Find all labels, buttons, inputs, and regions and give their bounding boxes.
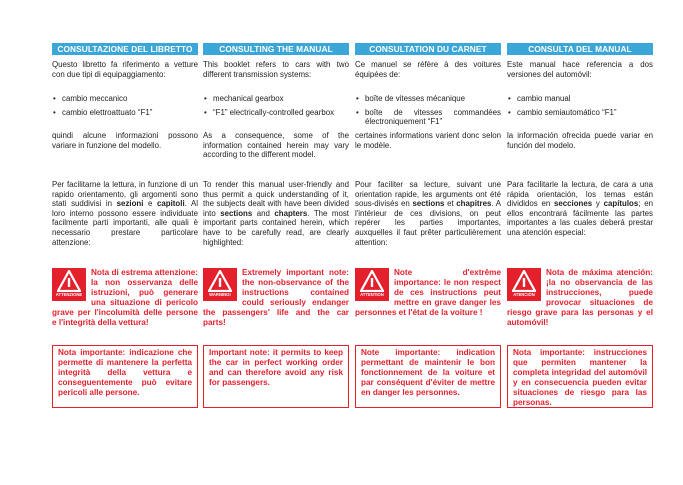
- bold-term: sezioni: [116, 199, 144, 209]
- bold-term: capitoli: [157, 199, 185, 209]
- bullet-item: • cambio manual: [507, 94, 653, 104]
- warning-icon-label: ATENCIÓN: [513, 291, 535, 297]
- model-note-text: la información ofrecida puede variar en función del modelo.: [507, 131, 653, 150]
- bold-term: chapters: [274, 208, 308, 218]
- bullet-item: • boîte de vitesses commandées électroniquement “F1”: [355, 108, 501, 127]
- text: . The most important parts contained herein, which have to be carefully read, are clearly highlighted:: [203, 208, 349, 247]
- intro-text: Este manual hace referencia a dos versiones del automóvil:: [507, 60, 653, 79]
- text: Per facilitarne la lettura, in funzione di un rapido orientamento, gli argomenti sono stati suddivisi in: [52, 180, 198, 209]
- bullet-item: • boîte de vitesses mécanique: [355, 94, 501, 104]
- bullet-item: • “F1” electrically-controlled gearbox: [203, 108, 349, 118]
- important-note-box: Nota importante: indicazione che permette di mantenere la perfetta integrità della vettura e conseguentemente può evitare pericoli alle persone.: [52, 345, 198, 408]
- warning-block: [507, 268, 653, 329]
- bold-term: chapitres: [456, 199, 492, 209]
- warning-text: Extremely important note: the non-observance of the instructions contained could seriously endanger the passengers' life and the car parts!: [203, 268, 349, 328]
- text: To render this manual user-friendly and thus permit a quick understanding of it, the subjects dealt with have been divided into: [203, 180, 349, 218]
- important-note-box: Important note: it permits to keep the car in perfect working order and can therefore avoid any risk for passengers.: [203, 345, 349, 408]
- warning-triangle-icon: [52, 268, 86, 301]
- text: ; en ellos encontrará fácilmente las partes importantes a las cuales deberá prestar una atención especial:: [507, 199, 653, 237]
- section-header: CONSULTA DEL MANUAL: [507, 43, 653, 55]
- text: et: [444, 199, 457, 209]
- language-column: [355, 43, 502, 398]
- text: . Al loro interno possono essere individuate facilmente parti importanti, alle quali è necessario prestare particolare attenzione:: [52, 199, 199, 247]
- warning-block: [52, 268, 198, 329]
- language-column: [203, 43, 349, 388]
- section-header: CONSULTAZIONE DEL LIBRETTO: [52, 43, 198, 55]
- text: . A l'intérieur de ces divisions, on peut repérer les parties importantes, auxquelles il faut prêter particulièrement attention:: [355, 199, 502, 247]
- warning-text: Nota de máxima atención: ¡la no observancia de las instrucciones, puede provocar situaciones de riesgo grave para las personas y el automóvil!: [507, 268, 653, 328]
- text: e: [143, 199, 158, 209]
- text: Pour faciliter sa lecture, suivant une orientation rapide, les arguments ont été sous-divisés en: [355, 180, 501, 209]
- bold-term: capítulos: [603, 199, 639, 209]
- warning-text: Nota di estrema attenzione: la non osservanza delle istruzioni, può generare una situazione di pericolo grave per l'incolumità delle persone e l'integrità della vettura!: [52, 268, 198, 328]
- text: y: [592, 199, 604, 209]
- model-note-text: certaines informations varient donc selon le modèle.: [355, 131, 501, 150]
- bullet-item: • cambio elettroattuato “F1”: [52, 108, 198, 118]
- intro-text: Ce manuel se réfère à des voitures équipées de:: [355, 60, 501, 79]
- text: Para facilitarle la lectura, de cara a una rápida orientación, los temas están divididos en: [507, 180, 653, 209]
- warning-triangle-icon: [203, 268, 237, 301]
- bullet-item: • cambio semiautomático “F1”: [507, 108, 653, 118]
- warning-icon-label: ATTENTION: [360, 291, 384, 297]
- warning-block: [355, 268, 501, 318]
- language-column: [52, 43, 199, 398]
- language-column: [507, 43, 653, 408]
- bullet-item: • cambio meccanico: [52, 94, 198, 104]
- section-header: CONSULTING THE MANUAL: [203, 43, 349, 55]
- bold-term: sections: [412, 199, 445, 209]
- important-note-box: Nota importante: instrucciones que permiten mantener la completa integridad del automóvil y en consecuencia pueden evitar situaciones de riesgo para las personas.: [507, 345, 653, 408]
- model-note-text: quindi alcune informazioni possono variare in funzione del modello.: [52, 131, 198, 150]
- structure-paragraph: [203, 180, 349, 247]
- bullet-list: [52, 94, 198, 121]
- structure-paragraph: [507, 180, 653, 238]
- bullet-list: [507, 94, 653, 121]
- intro-text: Questo libretto fa riferimento a vetture con due tipi di equipaggiamento:: [52, 60, 198, 79]
- warning-icon-label: WARNING!: [209, 291, 231, 297]
- bold-term: sections: [220, 208, 253, 218]
- intro-text: This booklet refers to cars with two different transmission systems:: [203, 60, 349, 79]
- warning-icon-label: ATTENZIONE: [55, 291, 83, 297]
- important-note-box: Note importante: indication permettant de maintenir le bon fonctionnement de la voiture et par conséquent d'éviter de mettre en danger les personnes.: [355, 345, 501, 408]
- section-header: CONSULTATION DU CARNET: [355, 43, 501, 55]
- text: and: [252, 208, 275, 218]
- bullet-list: [355, 94, 501, 131]
- warning-block: [203, 268, 349, 329]
- structure-paragraph: [52, 180, 198, 247]
- warning-triangle-icon: [507, 268, 541, 301]
- structure-paragraph: [355, 180, 501, 247]
- model-note-text: As a consequence, some of the information contained herein may vary according to the different model.: [203, 131, 349, 160]
- bold-term: secciones: [553, 199, 593, 209]
- warning-text: Note d'extrême importance: le non respect de ces instructions peut mettre en grave danger les personnes et l'état de la voiture !: [355, 268, 501, 318]
- bullet-item: • mechanical gearbox: [203, 94, 349, 104]
- warning-triangle-icon: [355, 268, 389, 301]
- bullet-list: [203, 94, 349, 121]
